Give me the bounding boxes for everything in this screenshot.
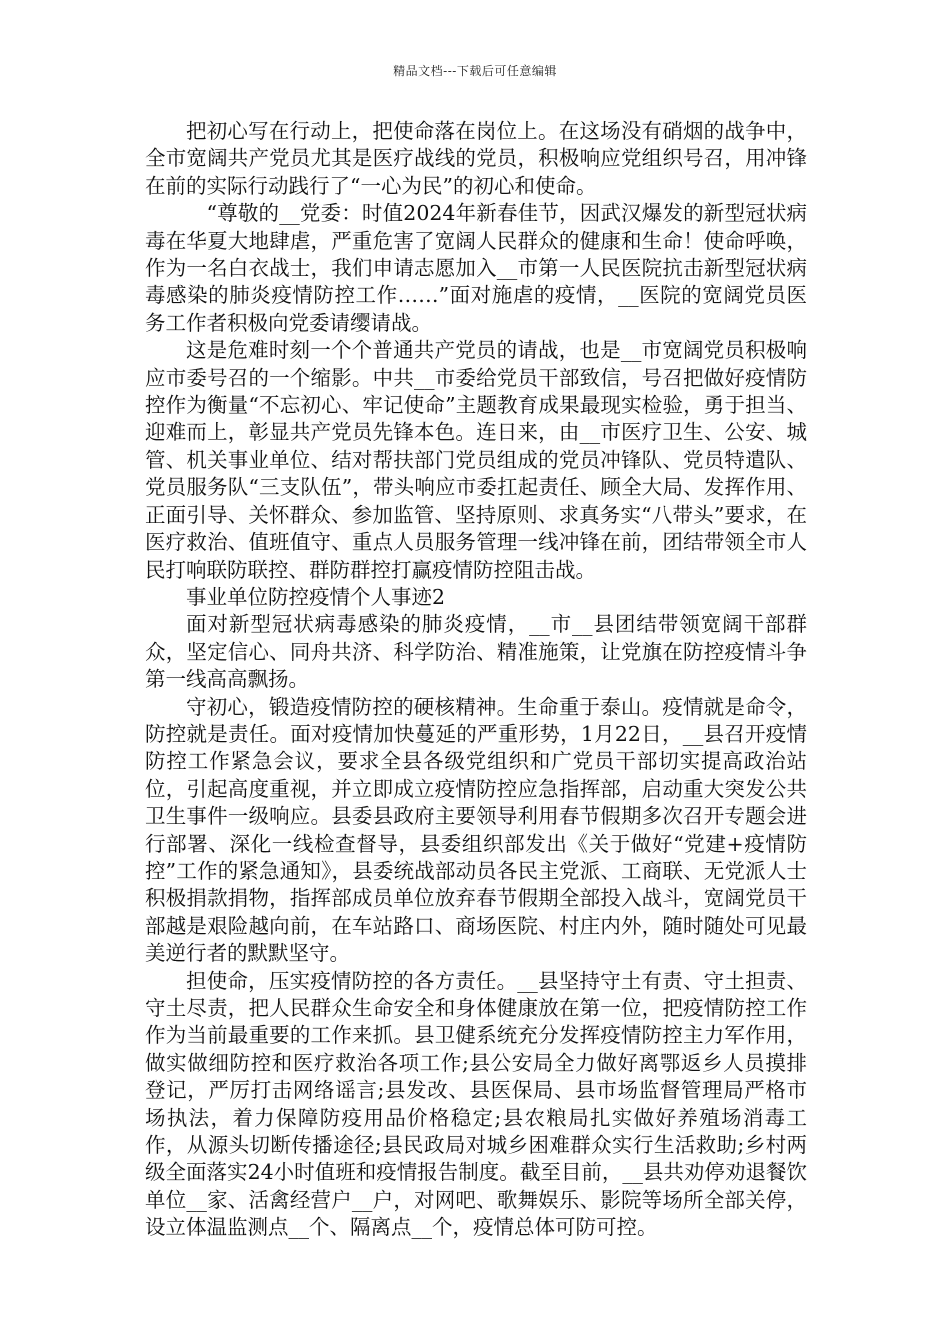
page-header: 精品文档---下载后可任意编辑 bbox=[393, 64, 557, 78]
paragraph-party-response: 这是危难时刻一个个普通共产党员的请战，也是__市宽阔党员积极响应市委号召的一个缩影。中共__市委给党员干部致信，号召把做好疫情防控作为衡量“不忘初心、牢记使命”主题教育成果最现实检验，勇于担当、迎难而上，彰显共产党员先锋本色。连日来，由__市医疗卫生、公安、城管、机关事业单位、结对帮扶部门党员组成的党员冲锋队、党员特遣队、党员服务队“三支队伍”，带头响应市委扛起责任、顾全大局、发挥作用、正面引导、关怀群众、参加监管、坚持原则、求真务实“八带头”要求，在医疗救治、值班值守、重点人员服务管理一线冲锋在前，团结带领全市人民打响联防联控、群防群控打赢疫情防控阻击战。 bbox=[145, 338, 807, 582]
document-body bbox=[145, 118, 807, 1242]
paragraph-keep-original-aspiration: 守初心，锻造疫情防控的硬核精神。生命重于泰山。疫情就是命令，防控就是责任。面对疫情加快蔓延的严重形势，1月22日，__县召开疫情防控工作紧急会议，要求全县各级党组织和广党员干部切实提高政治站位，引起高度重视，并立即成立疫情防控应急指挥部，启动重大突发公共卫生事件一级响应。县委县政府主要领导利用春节假期多次召开专题会进行部署、深化一线检查督导，县委组织部发出《关于做好“党建+疫情防控”工作的紧急通知》，县委统战部动员各民主党派、工商联、无党派人士积极捐款捐物，指挥部成员单位放弃春节假期全部投入战斗，宽阔党员干部越是艰险越向前，在车站路口、商场医院、村庄内外，随时随处可见最美逆行者的默默坚守。 bbox=[145, 694, 807, 966]
paragraph-intro: 把初心写在行动上，把使命落在岗位上。在这场没有硝烟的战争中，全市宽阔共产党员尤其是医疗战线的党员，积极响应党组织号召，用冲锋在前的实际行动践行了“一心为民”的初心和使命。 bbox=[145, 119, 807, 198]
section-heading: 事业单位防控疫情个人事迹2 bbox=[186, 584, 446, 609]
paragraph-quote: “尊敬的__党委：时值2024年新春佳节，因武汉爆发的新型冠状病毒在华夏大地肆虐，严重危害了宽阔人民群众的健康和生命！使命呼唤，作为一名白衣战士，我们申请志愿加入__市第一人民医院抗击新型冠状病毒感染的肺炎疫情防控工作……”面对施虐的疫情，__医院的宽阔党员医务工作者积极向党委请缨请战。 bbox=[145, 201, 807, 335]
paragraph-county-overview: 面对新型冠状病毒感染的肺炎疫情，__市__县团结带领宽阔干部群众，坚定信心、同舟共济、科学防治、精准施策，让党旗在防控疫情斗争第一线高高飘扬。 bbox=[145, 612, 807, 692]
paragraph-shoulder-mission: 担使命，压实疫情防控的各方责任。__县坚持守土有责、守土担责、守土尽责，把人民群众生命安全和身体健康放在第一位，把疫情防控工作作为当前最重要的工作来抓。县卫健系统充分发挥疫情防控主力军作用，做实做细防控和医疗救治各项工作;县公安局全力做好离鄂返乡人员摸排登记，严厉打击网络谣言;县发改、县医保局、县市场监督管理局严格市场执法，着力保障防疫用品价格稳定;县农粮局扎实做好养殖场消毒工作，从源头切断传播途径;县民政局对城乡困难群众实行生活救助;乡村两级全面落实24小时值班和疫情报告制度。截至目前，__县共劝停劝退餐饮单位__家、活禽经营户__户，对网吧、歌舞娱乐、影院等场所全部关停，设立体温监测点__个、隔离点__个，疫情总体可防可控。 bbox=[145, 968, 807, 1240]
